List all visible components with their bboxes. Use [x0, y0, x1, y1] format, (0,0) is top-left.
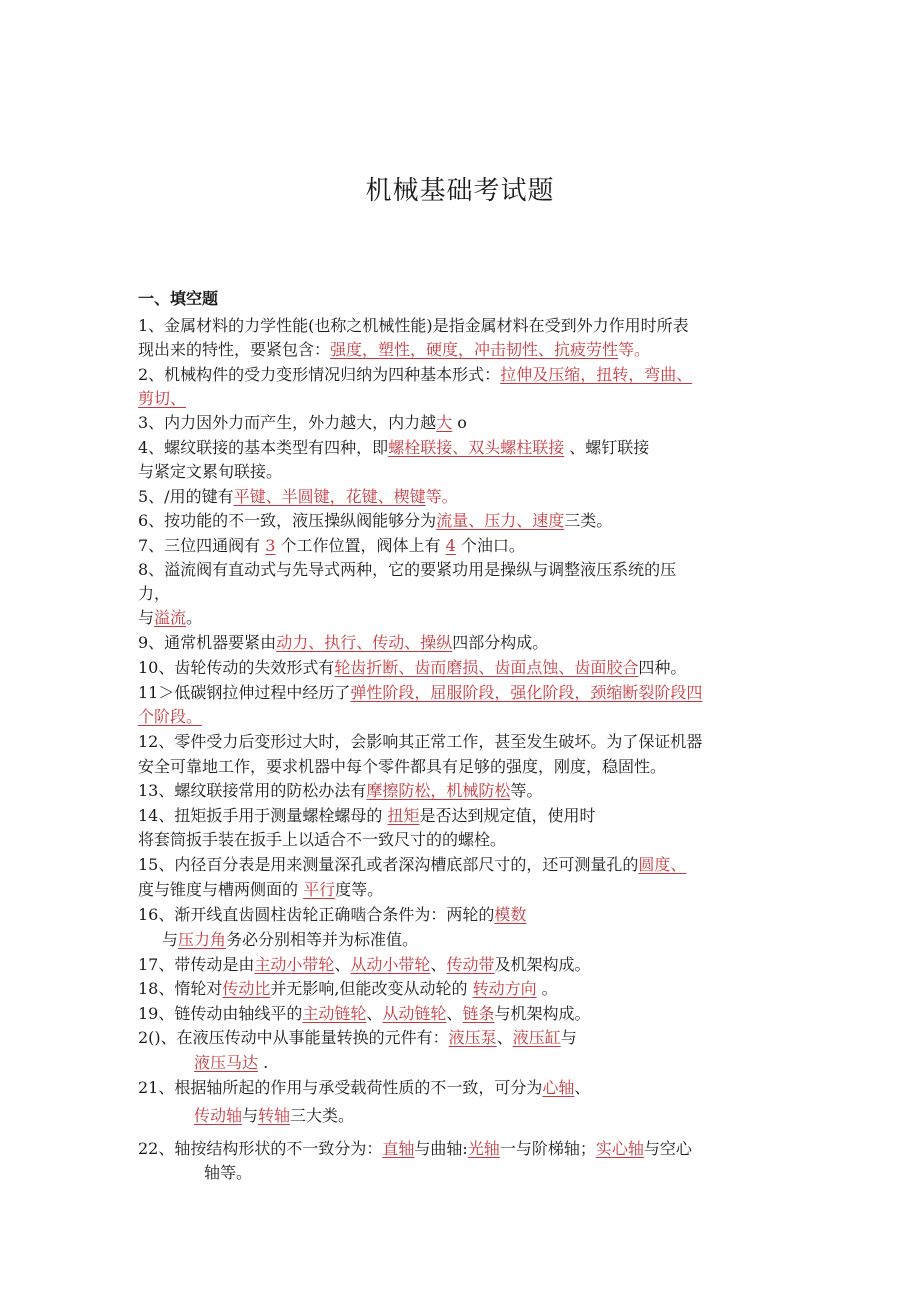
- answer-text: 从动链轮: [382, 1004, 447, 1023]
- question-line: [138, 830, 788, 850]
- question-text: 5、/用的键有: [138, 487, 234, 506]
- question-text: 。: [536, 979, 558, 998]
- question-text: 四部分构成。: [452, 633, 549, 652]
- answer-text: 心轴: [542, 1078, 575, 1097]
- question-line: [138, 979, 788, 999]
- question-text: 11＞低碳钢拉伸过程中经历了: [138, 683, 351, 702]
- answer-text: 液压马达: [194, 1053, 259, 1072]
- question-text: 与: [138, 608, 155, 627]
- answer-text: 模数: [494, 905, 527, 924]
- question-text: 将套筒扳手装在扳手上以适合不一致尺寸的的螺栓。: [138, 830, 507, 849]
- question-text: 18、惰轮对: [138, 979, 223, 998]
- question-line: [138, 462, 788, 482]
- answer-text: 弹性阶段，屈服阶段，强化阶段，颈缩断裂阶段四: [350, 683, 703, 702]
- answer-text: 转动方向: [472, 979, 537, 998]
- question-text: 个油口。: [455, 536, 525, 555]
- question-line: [138, 584, 788, 604]
- question-text: 、: [334, 955, 351, 974]
- question-line: [138, 633, 788, 653]
- answer-text: 链条: [462, 1004, 495, 1023]
- question-text: 、: [574, 1078, 591, 1097]
- answer-text: 螺栓联接、双头螺柱联接: [388, 438, 565, 457]
- question-text: 、: [446, 1004, 463, 1023]
- question-text: 与: [242, 1106, 259, 1125]
- answer-text: 等。: [618, 340, 651, 359]
- question-text: 与: [560, 1028, 577, 1047]
- question-text: 4、螺纹联接的基本类型有四种，即: [138, 438, 389, 457]
- question-text: 度等。: [335, 880, 384, 899]
- question-text: 与曲轴:: [414, 1139, 468, 1158]
- question-line: [138, 658, 788, 678]
- question-text: 14、扭矩扳手用于测量螺栓螺母的: [138, 806, 388, 825]
- question-line: [138, 1078, 788, 1098]
- answer-text: 平行: [303, 880, 336, 899]
- question-text: 10、齿轮传动的失效形式有: [138, 658, 335, 677]
- question-text: 是否达到规定值，使用时: [419, 806, 596, 825]
- answer-text: 主动小带轮: [254, 955, 335, 974]
- answer-text: 转轴: [258, 1106, 291, 1125]
- question-line: [138, 855, 788, 875]
- question-text: 7、三位四通阀有: [138, 536, 266, 555]
- question-text: o: [452, 413, 467, 432]
- question-text: 17、带传动是由: [138, 955, 255, 974]
- answer-text: 个阶段。: [138, 707, 203, 726]
- question-text: 2()、在液压传动中从事能量转换的元件有：: [138, 1028, 449, 1047]
- question-text: 21、根据轴所起的作用与承受载荷性质的不一致，可分为: [138, 1078, 543, 1097]
- question-text: 轴等。: [204, 1163, 253, 1182]
- question-line: [138, 438, 788, 458]
- question-text: 四种。: [638, 658, 687, 677]
- question-text: 1、金属材料的力学性能(也称之机械性能)是指金属材料在受到外力作用时所表: [138, 316, 689, 335]
- question-text: 16、渐开线直齿圆柱齿轮正确啮合条件为：两轮的: [138, 905, 495, 924]
- section-heading: 一、填空题: [138, 289, 219, 308]
- question-text: 等。: [510, 781, 543, 800]
- question-text: 15、内径百分表是用来测量深孔或者深沟槽底部尺寸的，还可测量孔的: [138, 855, 639, 874]
- answer-text: 实心轴: [595, 1139, 644, 1158]
- question-line: [138, 1139, 788, 1159]
- question-line: [162, 930, 812, 950]
- question-text: 22、轴按结构形状的不一致分为：: [138, 1139, 383, 1158]
- question-line: [138, 1028, 788, 1048]
- answer-text: 光轴: [467, 1139, 500, 1158]
- answer-text: 剪切、: [138, 389, 187, 408]
- answer-text: 4: [445, 536, 456, 555]
- question-line: [138, 560, 788, 580]
- question-line: [138, 608, 788, 628]
- question-text: 2、机械构件的受力变形情况归纳为四种基本形式：: [138, 365, 501, 384]
- question-line: [138, 1004, 788, 1024]
- answer-text: 液压缸: [512, 1028, 561, 1047]
- question-text: 与机架构成。: [494, 1004, 591, 1023]
- answer-text: 强度，塑性，硬度，冲击韧性、抗疲劳性: [330, 340, 619, 359]
- question-text: 并无影响,但能改变从动轮的: [270, 979, 473, 998]
- question-line: [138, 413, 788, 433]
- question-line: [138, 487, 788, 507]
- question-text: 12、零件受力后变形过大时，会影响其正常工作，甚至发生破坏。为了保证机器: [138, 732, 703, 751]
- answer-text: 溢流: [154, 608, 187, 627]
- question-line: [204, 1163, 854, 1183]
- answer-text: 压力角: [178, 930, 227, 949]
- answer-text: 传动轴: [194, 1106, 243, 1125]
- question-line: [194, 1053, 844, 1073]
- question-line: [138, 732, 788, 752]
- answer-text: 平键、半圆键，花键、楔键: [233, 487, 426, 506]
- answer-text: 传动带: [446, 955, 495, 974]
- answer-text: 动力、执行、传动、操纵: [276, 633, 453, 652]
- question-line: [138, 955, 788, 975]
- question-text: 度与锥度与槽两侧面的: [138, 880, 304, 899]
- question-text: 19、链传动由轴线平的: [138, 1004, 303, 1023]
- question-line: [138, 757, 788, 777]
- answer-text: 直轴: [382, 1139, 415, 1158]
- question-line: [138, 511, 788, 531]
- question-text: 与: [162, 930, 179, 949]
- question-line: [138, 536, 788, 556]
- question-line: [138, 316, 788, 336]
- question-text: 及机架构成。: [494, 955, 591, 974]
- answer-text: 拉伸及压缩，扭转，弯曲、: [500, 365, 693, 384]
- question-text: 9、通常机器要紧由: [138, 633, 277, 652]
- answer-text: 摩擦防松，机械防松: [366, 781, 511, 800]
- question-text: 、螺钉联接: [564, 438, 650, 457]
- answer-text: 流量、压力、速度: [436, 511, 565, 530]
- question-text: 力，: [138, 584, 171, 603]
- question-text: 6、按功能的不一致，液压操纵阀能够分为: [138, 511, 437, 530]
- question-text: 三类。: [564, 511, 613, 530]
- question-line: [138, 806, 788, 826]
- question-text: 现出来的特性，要紧包含：: [138, 340, 331, 359]
- question-text: 安全可靠地工作，要求机器中每个零件都具有足够的强度，刚度，稳固性。: [138, 757, 667, 776]
- answer-text: 大: [436, 413, 453, 432]
- question-line: [138, 707, 788, 727]
- answer-text: 3: [265, 536, 276, 555]
- answer-text: 传动比: [222, 979, 271, 998]
- answer-text: 轮齿折断、齿而磨损、齿面点蚀、齿面胶合: [334, 658, 639, 677]
- answer-text: 等。: [425, 487, 458, 506]
- question-line: [138, 340, 788, 360]
- question-text: 与空心: [643, 1139, 692, 1158]
- question-line: [138, 880, 788, 900]
- question-text: 一与阶梯轴；: [499, 1139, 596, 1158]
- question-text: 8、溢流阀有直动式与先导式两种，它的要紧功用是操纵与调整液压系统的压: [138, 560, 677, 579]
- question-line: [138, 781, 788, 801]
- question-text: 3、内力因外力而产生，外力越大，内力越: [138, 413, 437, 432]
- question-text: 与紧定文累旬联接。: [138, 462, 283, 481]
- question-text: 、: [496, 1028, 513, 1047]
- question-text: 务必分别相等并为标准值。: [226, 930, 419, 949]
- question-line: [194, 1106, 844, 1126]
- question-line: [138, 365, 788, 385]
- answer-text: 从动小带轮: [350, 955, 431, 974]
- answer-text: 扭矩: [387, 806, 420, 825]
- answer-text: 液压泵: [448, 1028, 497, 1047]
- question-text: 。: [186, 608, 203, 627]
- page-title: 机械基础考试题: [365, 176, 555, 206]
- question-text: 、: [430, 955, 447, 974]
- question-text: 、: [366, 1004, 383, 1023]
- question-text: 13、螺纹联接常用的防松办法有: [138, 781, 367, 800]
- answer-text: 主动链轮: [302, 1004, 367, 1023]
- answer-text: 圆度、: [638, 855, 687, 874]
- question-line: [138, 683, 788, 703]
- question-text: 个工作位置，阀体上有: [275, 536, 446, 555]
- question-line: [138, 389, 788, 409]
- question-text: .: [258, 1053, 269, 1072]
- question-line: [138, 905, 788, 925]
- question-text: 三大类。: [290, 1106, 355, 1125]
